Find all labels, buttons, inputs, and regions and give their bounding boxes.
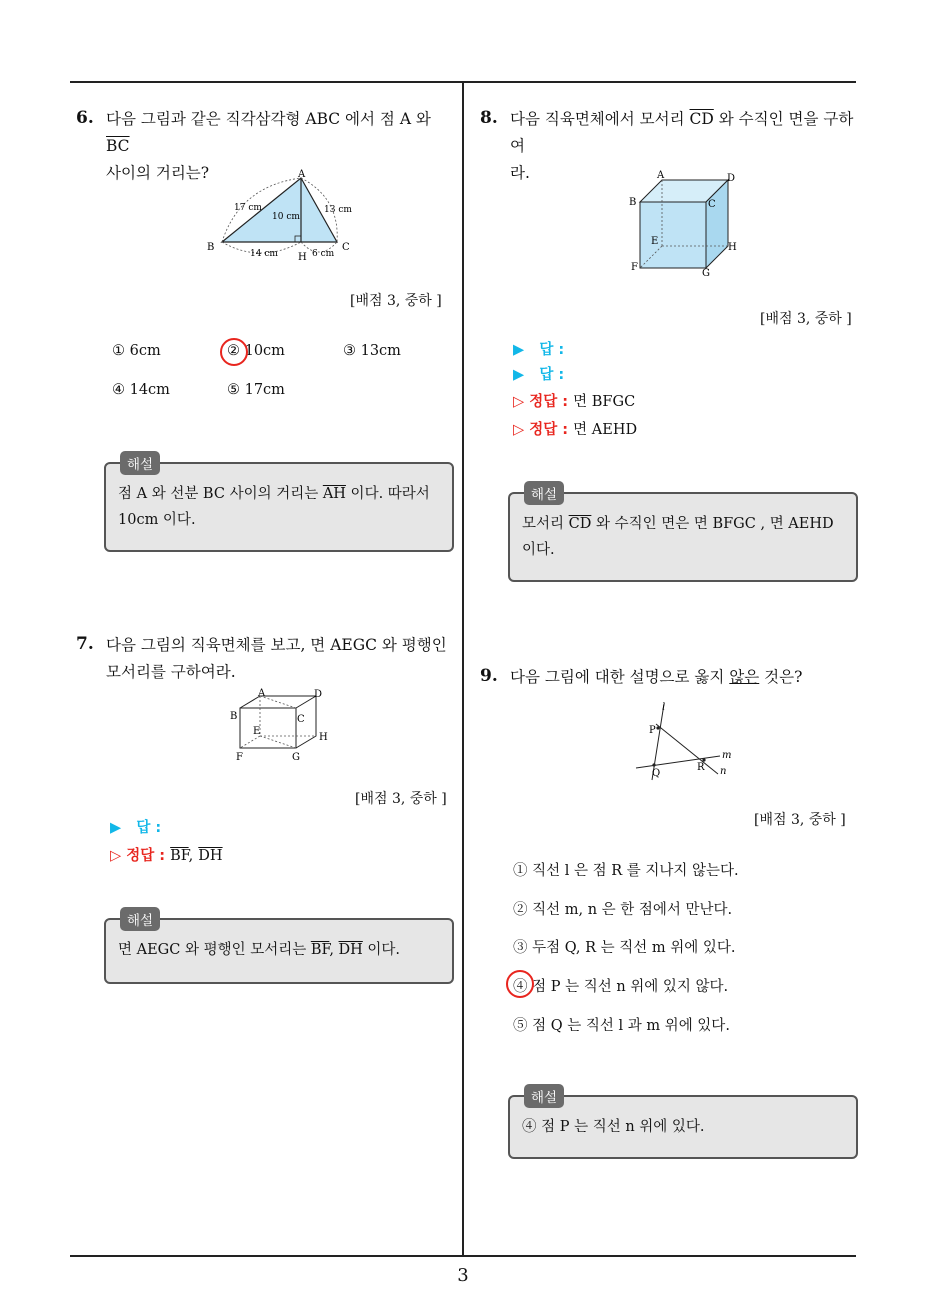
- q8-sol-cd: $\overline{CD}$: [568, 516, 592, 532]
- q7-score: [배점 3, 중하 ]: [355, 791, 447, 807]
- q8-label-e: E: [651, 236, 659, 247]
- q6-text-bc: $\overline{BC}$: [106, 137, 130, 155]
- q7-sol-bf: $\overline{BF}$: [310, 942, 330, 958]
- q8-correct-value-2: 면 AEHD: [573, 422, 638, 438]
- q8-label-g: G: [702, 268, 710, 279]
- q8-label-c: C: [708, 199, 716, 210]
- q7-line-1: 다음 그림의 직육면체를 보고, 면 AEGC 와 평행인: [106, 636, 447, 654]
- q8-label-d: D: [727, 173, 736, 184]
- q8-cuboid-figure: [626, 166, 746, 280]
- q6-score: [배점 3, 중하 ]: [350, 293, 442, 309]
- q6-sol-ah: $\overline{AH}$: [322, 486, 346, 502]
- q6-label-b: B: [207, 242, 215, 253]
- q7-label-e: E: [253, 726, 261, 737]
- q6-label-hc: 6 cm: [312, 249, 335, 259]
- q9-solution-tag: 해설: [524, 1084, 564, 1108]
- q6-label-c: C: [342, 242, 350, 253]
- q8-correct-label-2: 정답 :: [529, 422, 569, 438]
- q8-solution-text: [522, 511, 852, 563]
- q9-text: [510, 664, 862, 691]
- q6-label-bh: 14 cm: [250, 249, 278, 259]
- q8-correct-label-1: 정답 :: [529, 394, 569, 410]
- q8-correct-value-1: 면 BFGC: [573, 394, 636, 410]
- q6-text-b: 사이의 거리는?: [106, 164, 210, 182]
- q8-answer-arrow-icon-1: ▶: [513, 342, 525, 358]
- q9-label-n: n: [720, 766, 727, 777]
- q7-answer-line: [110, 816, 161, 837]
- q8-correct-line-1: [513, 390, 635, 411]
- q6-solution-tag: 해설: [120, 451, 160, 475]
- q7-cuboid-figure: [228, 688, 338, 764]
- q6-number: 6.: [76, 108, 94, 128]
- q7-label-c: C: [297, 714, 305, 725]
- q8-correct-arrow-icon-2: ▷: [513, 422, 525, 438]
- q8-label-f: F: [631, 262, 638, 273]
- q6-option-5[interactable]: ⑤ 17cm: [227, 382, 285, 398]
- q7-answer-label: 답 :: [136, 820, 162, 836]
- q6-sol-b: 이다. 따라서: [345, 486, 430, 502]
- q8-label-a: A: [657, 170, 665, 181]
- q7-label-a: A: [258, 688, 266, 699]
- q6-sol-c: 10cm 이다.: [118, 512, 196, 528]
- q6-label-ah: 10 cm: [272, 212, 300, 222]
- q9-label-q: Q: [652, 768, 661, 779]
- q7-line-2: 모서리를 구하여라.: [106, 663, 236, 681]
- q7-answer-arrow-icon: ▶: [110, 820, 122, 836]
- q7-label-b: B: [230, 711, 238, 722]
- q8-correct-arrow-icon-1: ▷: [513, 394, 525, 410]
- q7-sol-b: 이다.: [362, 942, 401, 958]
- q6-label-a: A: [298, 169, 306, 180]
- q8-sol-a: 모서리: [522, 516, 569, 532]
- q7-label-f: F: [236, 752, 243, 763]
- q8-text-cd: $\overline{CD}$: [689, 110, 714, 128]
- q8-sol-b: 와 수직인 면은 면 BFGC , 면 AEHD: [591, 516, 834, 532]
- q9-option-1[interactable]: ① 직선 l 은 점 R 를 지나지 않는다.: [513, 863, 739, 879]
- q7-label-g: G: [292, 752, 300, 763]
- q9-option-5[interactable]: ⑤ 점 Q 는 직선 l 과 m 위에 있다.: [513, 1018, 730, 1034]
- q6-option-2[interactable]: ② 10cm: [227, 343, 285, 359]
- q8-solution-tag: 해설: [524, 481, 564, 505]
- q7-text: [106, 632, 456, 686]
- q6-sol-a: 점 A 와 선분 BC 사이의 거리는: [118, 486, 323, 502]
- q6-option-4[interactable]: ④ 14cm: [112, 382, 170, 398]
- q7-correct-arrow-icon: ▷: [110, 848, 122, 864]
- q9-option-2[interactable]: ② 직선 m, n 은 한 점에서 만난다.: [513, 902, 733, 918]
- q9-label-m: m: [722, 750, 732, 761]
- q8-correct-line-2: [513, 418, 637, 439]
- q9-label-l: l: [662, 702, 666, 713]
- q6-solution-text: [118, 481, 448, 533]
- q7-number: 7.: [76, 634, 94, 654]
- q9-text-b: 것은?: [759, 668, 803, 686]
- q6-option-3[interactable]: ③ 13cm: [343, 343, 401, 359]
- q7-solution-tag: 해설: [120, 907, 160, 931]
- q6-text-a: 다음 그림과 같은 직각삼각형 ABC 에서 점 A 와: [106, 110, 431, 128]
- q9-score: [배점 3, 중하 ]: [754, 812, 846, 828]
- q6-label-h: H: [298, 252, 307, 263]
- q8-number: 8.: [480, 108, 498, 128]
- q9-answer-mark: [506, 970, 534, 998]
- q7-sol-a: 면 AEGC 와 평행인 모서리는: [118, 942, 311, 958]
- q9-label-r: R: [697, 762, 705, 773]
- q9-lines-figure: [630, 700, 742, 782]
- q7-label-d: D: [314, 689, 323, 700]
- q8-answer-line-1: [513, 338, 564, 359]
- q8-answer-label-2: 답 :: [539, 367, 565, 383]
- q7-sol-dh: $\overline{DH}$: [338, 942, 363, 958]
- q7-correct-label: 정답 :: [126, 848, 166, 864]
- q9-text-underlined: 않은: [729, 668, 760, 686]
- q9-solution-text: ④ 점 P 는 직선 n 위에 있다.: [522, 1119, 705, 1135]
- q8-answer-label-1: 답 :: [539, 342, 565, 358]
- q8-label-h: H: [728, 242, 737, 253]
- q9-text-a: 다음 그림에 대한 설명으로 옳지: [510, 668, 730, 686]
- q9-label-p: P: [649, 725, 656, 736]
- q8-answer-line-2: [513, 363, 564, 384]
- q7-correct-bf: $\overline{BF}$: [170, 848, 189, 864]
- q8-text-b: 와 수직인 면을 구하여: [510, 110, 854, 155]
- q7-solution-text: 면 AEGC 와 평행인 모서리는 $\overline{BF}$, $\overline{DH}$ 이다.: [118, 942, 401, 958]
- q6-label-ab: 17 cm: [234, 203, 262, 213]
- bottom-rule: [70, 1255, 856, 1257]
- q8-sol-c: 이다.: [522, 542, 555, 558]
- q8-answer-arrow-icon-2: ▶: [513, 367, 525, 383]
- q8-label-b: B: [629, 197, 637, 208]
- q7-correct-line: ▷ 정답 : $\overline{BF}$, $\overline{DH}$: [110, 848, 223, 864]
- q6-answer-mark: [220, 338, 248, 366]
- q6-triangle-figure: [200, 168, 360, 266]
- q8-text-c: 라.: [510, 164, 530, 182]
- q6-option-1[interactable]: ① 6cm: [112, 343, 161, 359]
- column-divider: [462, 82, 464, 1256]
- q9-option-3[interactable]: ③ 두점 Q, R 는 직선 m 위에 있다.: [513, 940, 736, 956]
- q7-label-h: H: [319, 732, 328, 743]
- q9-number: 9.: [480, 666, 498, 686]
- page-number: 3: [457, 1265, 469, 1286]
- q6-label-ac: 13 cm: [324, 205, 352, 215]
- q8-text-a: 다음 직육면체에서 모서리: [510, 110, 690, 128]
- q9-option-4[interactable]: ④ 점 P 는 직선 n 위에 있지 않다.: [513, 979, 729, 995]
- q7-correct-dh: $\overline{DH}$: [198, 848, 223, 864]
- q8-score: [배점 3, 중하 ]: [760, 311, 852, 327]
